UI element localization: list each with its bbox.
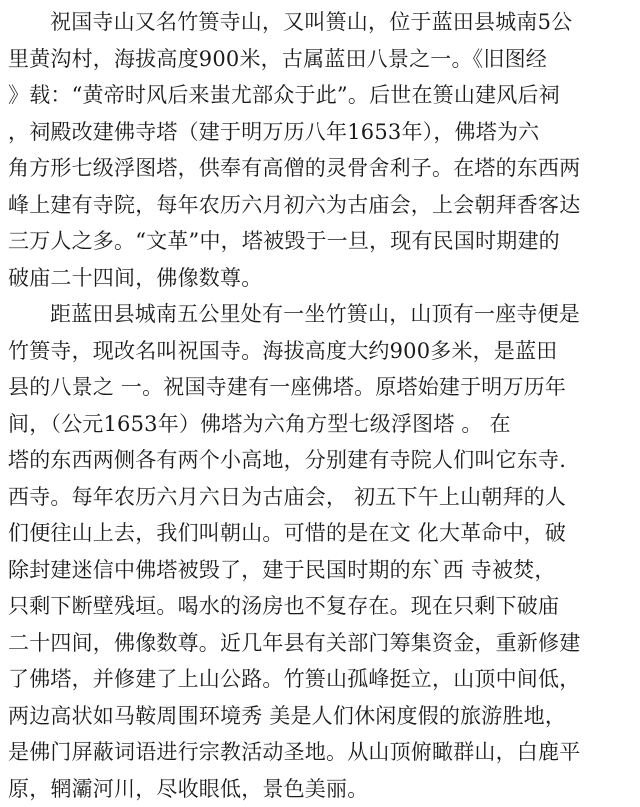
text-line: 间，（公元1653年）佛塔为六角方型七级浮图塔 。 在: [8, 406, 636, 443]
text-line: 角方形七级浮图塔，供奉有高僧的灵骨舍利子。在塔的东西两: [8, 150, 636, 187]
text-line: 除封建迷信中佛塔被毁了，建于民国时期的东`西 寺被焚，: [8, 552, 636, 589]
text-line: ，祠殿改建佛寺塔（建于明万历八年1653年），佛塔为六: [8, 114, 636, 151]
text-line: 了佛塔，并修建了上山公路。竹篑山孤峰挺立，山顶中间低，: [8, 661, 636, 698]
text-line: 县的八景之 一。祝国寺建有一座佛塔。原塔始建于明万历年: [8, 369, 636, 406]
text-line: 竹篑寺，现改名叫祝国寺。海拔高度大约900多米，是蓝田: [8, 333, 636, 370]
text-line: 只剩下断壁残垣。喝水的汤房也不复存在。现在只剩下破庙: [8, 588, 636, 625]
text-line: 两边高状如马鞍周围环境秀 美是人们休闲度假的旅游胜地，: [8, 698, 636, 735]
text-line: 是佛门屏蔽词语进行宗教活动圣地。从山顶俯瞰群山，白鹿平: [8, 734, 636, 771]
text-line: 破庙二十四间，佛像数尊。: [8, 260, 636, 297]
text-line: 距蓝田县城南五公里处有一坐竹篑山，山顶有一座寺便是: [8, 296, 636, 333]
text-line: 原，辋灞河川，尽收眼低，景色美丽。: [8, 771, 636, 807]
text-line: 三万人之多。“文革”中，塔被毁于一旦，现有民国时期建的: [8, 223, 636, 260]
text-line: 塔的东西两侧各有两个小高地，分别建有寺院人们叫它东寺.: [8, 442, 636, 479]
text-line: 里黄沟村，海拔高度900米，古属蓝田八景之一。《旧图经: [8, 41, 636, 78]
paragraph-2: [8, 296, 636, 807]
text-line: 们便往山上去，我们叫朝山。可惜的是在文 化大革命中，破: [8, 515, 636, 552]
text-line: 二十四间，佛像数尊。近几年县有关部门筹集资金，重新修建: [8, 625, 636, 662]
paragraph-1: [8, 4, 636, 296]
text-line: 峰上建有寺院，每年农历六月初六为古庙会，上会朝拜香客达: [8, 187, 636, 224]
text-line: 祝国寺山又名竹篑寺山，又叫篑山，位于蓝田县城南5公: [8, 4, 636, 41]
text-line: 西寺。每年农历六月六日为古庙会， 初五下午上山朝拜的人: [8, 479, 636, 516]
text-line: 》载：“黄帝时风后来蚩尤部众于此”。后世在篑山建风后祠: [8, 77, 636, 114]
